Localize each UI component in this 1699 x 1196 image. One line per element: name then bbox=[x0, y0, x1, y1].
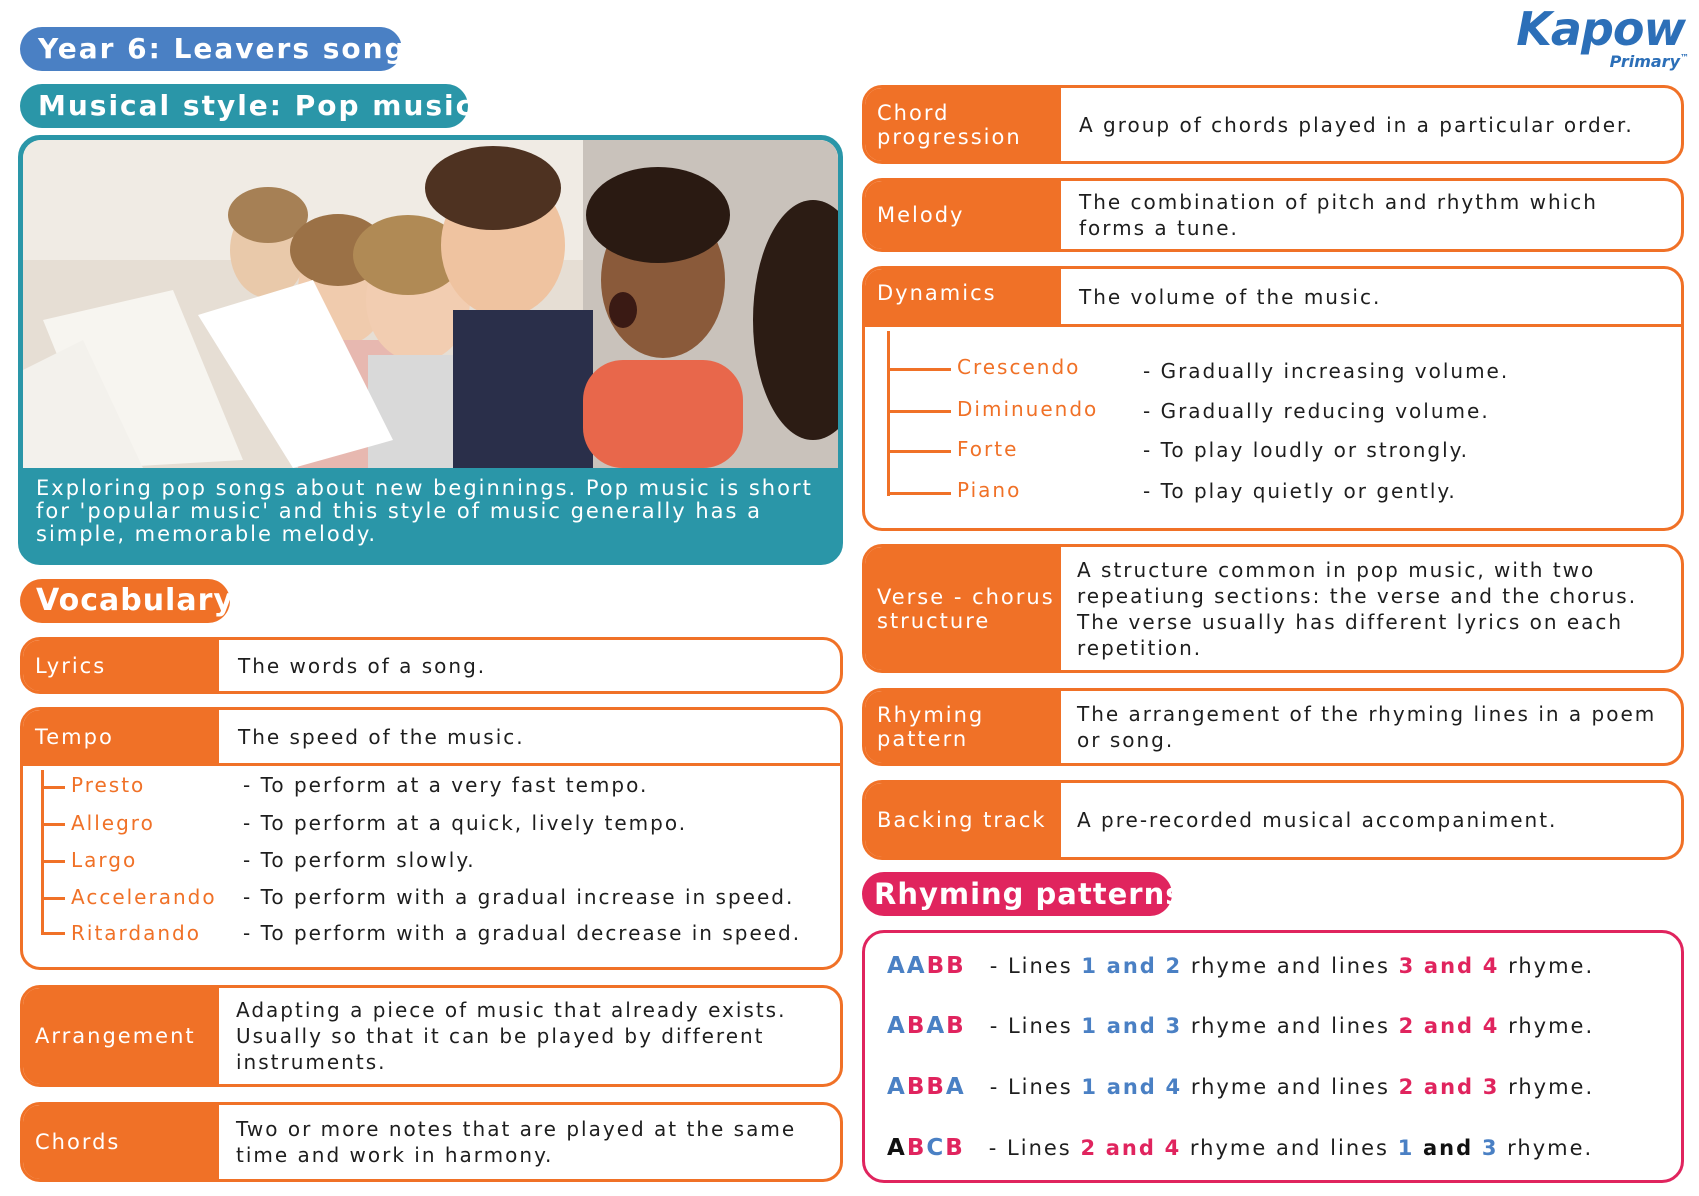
photo-illustration bbox=[23, 140, 838, 468]
dynamics-item-term: Diminuendo bbox=[957, 397, 1099, 421]
dynamics-item-definition: - Gradually increasing volume. bbox=[1143, 359, 1510, 383]
children-singing-photo bbox=[23, 140, 838, 468]
term-definition: A group of chords played in a particular order. bbox=[1079, 112, 1634, 137]
and: and bbox=[1423, 1075, 1475, 1099]
term-label: Lyrics bbox=[23, 640, 219, 691]
and: and bbox=[1106, 954, 1157, 978]
line-number: 3 bbox=[1165, 1014, 1183, 1038]
and: and bbox=[1423, 954, 1475, 978]
term-chord-progression bbox=[862, 85, 1684, 164]
musical-style-heading: Musical style: Pop music bbox=[20, 84, 468, 128]
dynamics-item-definition: - To play loudly or strongly. bbox=[1143, 438, 1469, 462]
text: Lines bbox=[1007, 1014, 1073, 1038]
intro-caption: Exploring pop songs about new beginnings. Pop music is short for 'popular music' and this style of music generally has a simple, memorable melody. bbox=[36, 476, 813, 546]
kapow-primary-logo bbox=[1516, 2, 1693, 74]
term-definition: The words of a song. bbox=[238, 653, 487, 678]
rhyme-code bbox=[887, 1074, 976, 1100]
page-title: Year 6: Leavers song bbox=[20, 27, 402, 71]
dynamics-tree-line bbox=[887, 331, 890, 496]
text: rhyme and lines bbox=[1190, 1075, 1390, 1099]
tree-branch bbox=[887, 410, 951, 413]
rhyme-code-letters: AA bbox=[887, 953, 927, 979]
tree-branch bbox=[41, 860, 65, 863]
text: Lines bbox=[1007, 954, 1073, 978]
tempo-item-term: Accelerando bbox=[71, 885, 217, 909]
and: and bbox=[1423, 1136, 1474, 1160]
line-number: 3 bbox=[1481, 1136, 1499, 1160]
term-label: Chords bbox=[23, 1105, 219, 1179]
line-number: 4 bbox=[1164, 1136, 1182, 1160]
term-melody bbox=[862, 178, 1684, 252]
dynamics-item-term: Forte bbox=[957, 437, 1019, 461]
text: rhyme. bbox=[1508, 1014, 1595, 1038]
rhyme-code-letters: B bbox=[906, 1135, 927, 1161]
term-definition: The arrangement of the rhyming lines in a poem or song. bbox=[1077, 702, 1657, 752]
rhyme-code-letters: B bbox=[946, 1013, 966, 1039]
tempo-item-term: Largo bbox=[71, 848, 138, 872]
dash: - bbox=[989, 1075, 1008, 1099]
vocabulary-heading: Vocabulary bbox=[20, 579, 230, 623]
dynamics-header bbox=[865, 269, 1681, 327]
rhyme-code-letters: A bbox=[887, 1013, 907, 1039]
rhyme-code-letters: A bbox=[887, 1074, 907, 1100]
rhyming-patterns-heading: Rhyming patterns bbox=[862, 872, 1172, 916]
rhyme-code bbox=[887, 1135, 975, 1161]
tempo-item-definition: - To perform with a gradual decrease in speed. bbox=[243, 921, 802, 945]
rhyme-code bbox=[887, 953, 976, 979]
rhyme-code bbox=[887, 1013, 976, 1039]
text: rhyme and lines bbox=[1190, 954, 1390, 978]
tree-branch bbox=[887, 492, 951, 495]
term-backing-track bbox=[862, 780, 1684, 860]
line-number: 4 bbox=[1482, 954, 1500, 978]
rhyme-row bbox=[887, 953, 1594, 979]
rhyme-code-letters: B bbox=[945, 1135, 965, 1161]
line-number: 1 bbox=[1081, 1014, 1098, 1038]
text: rhyme. bbox=[1508, 1075, 1595, 1099]
tempo-item-term: Presto bbox=[71, 773, 146, 797]
term-definition: A structure common in pop music, with two repeatiung sections: the verse and the chorus. The verse usually has different lyrics on each repetition. bbox=[1077, 557, 1638, 660]
tempo-item-definition: - To perform with a gradual increase in speed. bbox=[243, 885, 795, 909]
line-number: 3 bbox=[1482, 1075, 1500, 1099]
rhyme-code-letters: BB bbox=[906, 1074, 946, 1100]
text: Lines bbox=[1007, 1136, 1072, 1160]
term-label: Rhyming pattern bbox=[865, 691, 1061, 763]
term-dynamics bbox=[862, 266, 1684, 531]
dynamics-item-definition: - To play quietly or gently. bbox=[1143, 479, 1457, 503]
line-number: 4 bbox=[1482, 1014, 1500, 1038]
intro-card bbox=[18, 135, 843, 565]
line-number: 1 bbox=[1397, 1136, 1415, 1160]
tempo-item-term: Allegro bbox=[71, 811, 155, 835]
tree-branch bbox=[887, 450, 951, 453]
line-number: 2 bbox=[1398, 1075, 1416, 1099]
tempo-item-term: Ritardando bbox=[71, 921, 201, 945]
tempo-item-definition: - To perform slowly. bbox=[243, 848, 476, 872]
term-lyrics bbox=[20, 637, 843, 694]
text: rhyme and lines bbox=[1189, 1136, 1389, 1160]
tree-branch bbox=[41, 897, 65, 900]
line-number: 2 bbox=[1398, 1014, 1416, 1038]
text: rhyme. bbox=[1507, 1136, 1594, 1160]
text: rhyme. bbox=[1508, 954, 1595, 978]
logo-subtitle: Primary™ bbox=[1609, 52, 1689, 71]
tempo-header bbox=[23, 710, 840, 766]
line-number: 1 bbox=[1081, 954, 1098, 978]
term-label: Tempo bbox=[23, 710, 219, 763]
term-label: Backing track bbox=[865, 783, 1061, 857]
text: rhyme and lines bbox=[1190, 1014, 1390, 1038]
term-chords bbox=[20, 1102, 843, 1182]
term-definition: The volume of the music. bbox=[1079, 284, 1382, 309]
dash: - bbox=[988, 1136, 1008, 1160]
tempo-item-definition: - To perform at a very fast tempo. bbox=[243, 773, 649, 797]
logo-wordmark: Kapow bbox=[1516, 2, 1685, 56]
term-label: Melody bbox=[865, 181, 1061, 249]
term-label: Arrangement bbox=[23, 988, 219, 1084]
rhyme-row bbox=[887, 1135, 1593, 1161]
tree-branch bbox=[41, 786, 65, 789]
rhyme-row bbox=[887, 1074, 1594, 1100]
and: and bbox=[1106, 1014, 1157, 1038]
and: and bbox=[1106, 1075, 1157, 1099]
tempo-item-definition: - To perform at a quick, lively tempo. bbox=[243, 811, 688, 835]
term-definition: The combination of pitch and rhythm which forms a tune. bbox=[1079, 190, 1598, 240]
term-verse-chorus bbox=[862, 544, 1684, 673]
dash: - bbox=[989, 954, 1008, 978]
rhyming-patterns-box bbox=[862, 930, 1684, 1183]
rhyme-code-letters: BB bbox=[926, 953, 966, 979]
term-label: Verse - chorus structure bbox=[865, 547, 1061, 670]
rhyme-code-letters: C bbox=[926, 1135, 946, 1161]
line-number: 2 bbox=[1165, 954, 1183, 978]
term-label: Chord progression bbox=[865, 88, 1061, 161]
term-definition: Adapting a piece of music that already exists. Usually so that it can be played by different instruments. bbox=[236, 998, 787, 1074]
text: Lines bbox=[1007, 1075, 1073, 1099]
and: and bbox=[1105, 1136, 1156, 1160]
rhyme-code-letters: B bbox=[906, 1013, 927, 1039]
dynamics-item-term: Piano bbox=[957, 478, 1022, 502]
rhyme-code-letters: A bbox=[887, 1135, 907, 1161]
tree-branch bbox=[41, 823, 65, 826]
line-number: 4 bbox=[1165, 1075, 1183, 1099]
dash: - bbox=[989, 1014, 1008, 1038]
rhyme-code-letters: A bbox=[945, 1074, 966, 1100]
rhyme-row bbox=[887, 1013, 1594, 1039]
term-definition: The speed of the music. bbox=[238, 724, 525, 749]
line-number: 2 bbox=[1080, 1136, 1098, 1160]
tree-branch bbox=[41, 932, 65, 935]
tree-branch bbox=[887, 368, 951, 371]
and: and bbox=[1423, 1014, 1475, 1038]
term-arrangement bbox=[20, 985, 843, 1087]
term-tempo bbox=[20, 707, 843, 970]
dynamics-item-definition: - Gradually reducing volume. bbox=[1143, 399, 1490, 423]
line-number: 1 bbox=[1081, 1075, 1098, 1099]
term-definition: Two or more notes that are played at the same time and work in harmony. bbox=[236, 1117, 797, 1167]
line-number: 3 bbox=[1398, 954, 1416, 978]
dynamics-item-term: Crescendo bbox=[957, 355, 1081, 379]
term-rhyming-pattern bbox=[862, 688, 1684, 766]
rhyme-code-letters: A bbox=[926, 1013, 947, 1039]
term-definition: A pre-recorded musical accompaniment. bbox=[1077, 808, 1558, 832]
term-label: Dynamics bbox=[865, 269, 1061, 324]
tempo-tree-line bbox=[41, 770, 44, 934]
